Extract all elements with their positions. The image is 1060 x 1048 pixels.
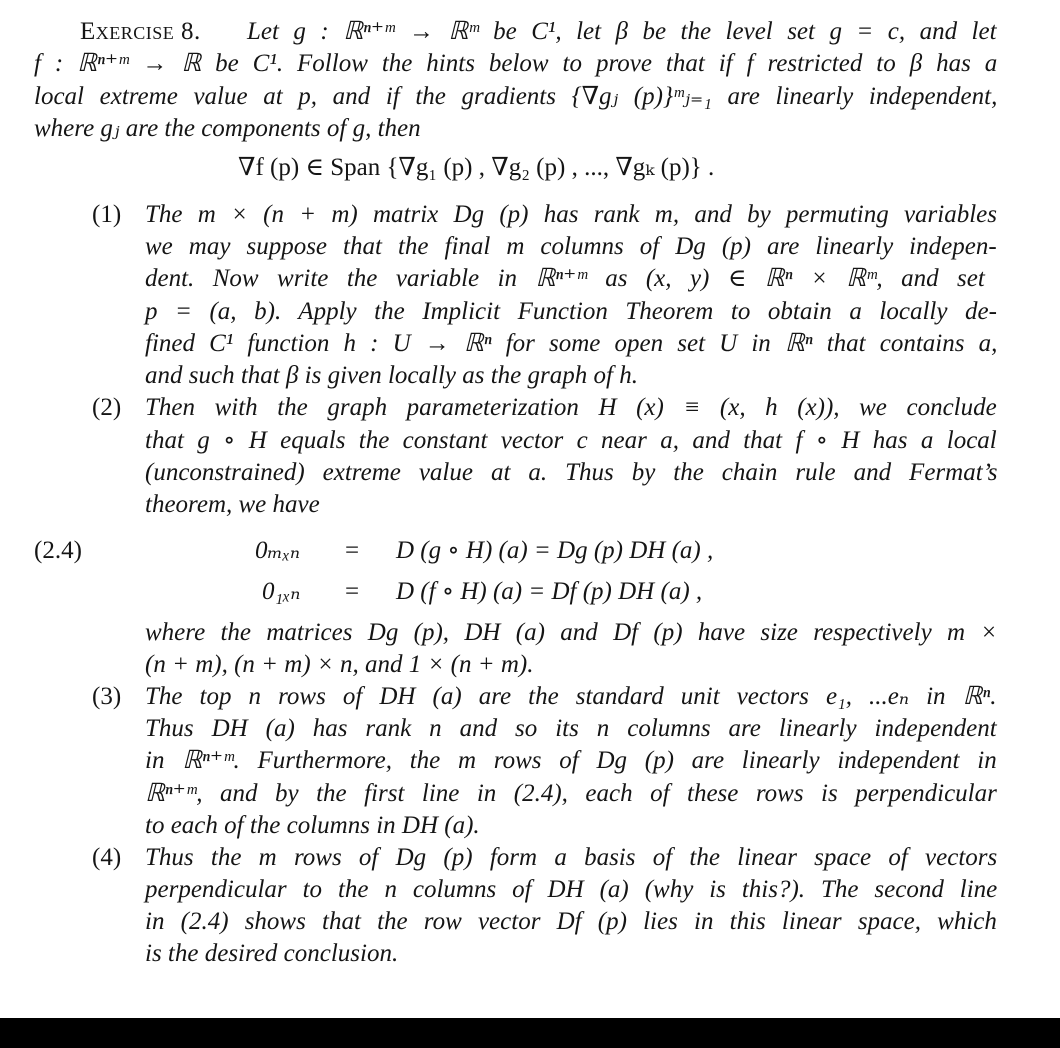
- step-line: The m × (n + m) matrix Dg (p) has rank m, and by permuting variables: [145, 201, 997, 228]
- step-line: Then with the graph parameterization H (x) ≡ (x, h (x)), we conclude: [145, 394, 997, 421]
- step-line: in ℝⁿ⁺ᵐ. Furthermore, the m rows of Dg (p) are linearly independent in: [145, 747, 997, 774]
- step-line: is the desired conclusion.: [145, 940, 399, 967]
- equation-relation: =: [345, 578, 360, 605]
- intro-line: local extreme value at p, and if the gradients {∇gⱼ (p)}ᵐⱼ₌₁ are linearly independent,: [34, 83, 998, 110]
- intro-line: Let g : ℝⁿ⁺ᵐ → ℝᵐ be C¹, let β be the level set g = c, and let: [247, 18, 997, 45]
- equation-rhs: D (f ∘ H) (a) = Df (p) DH (a) ,: [396, 578, 703, 605]
- equation-lhs: 0ₘₓₙ: [255, 537, 301, 564]
- step-line: p = (a, b). Apply the Implicit Function Theorem to obtain a locally de-: [145, 298, 997, 325]
- step-line: fined C¹ function h : U → ℝⁿ for some open set U in ℝⁿ that contains a,: [145, 330, 998, 357]
- intro-line: where gⱼ are the components of g, then: [34, 115, 421, 142]
- equation-rhs: D (g ∘ H) (a) = Dg (p) DH (a) ,: [396, 537, 714, 564]
- step-line: to each of the columns in DH (a).: [145, 812, 480, 839]
- step-line: theorem, we have: [145, 491, 320, 518]
- step-line: (unconstrained) extreme value at a. Thus by the chain rule and Fermat’s: [145, 459, 998, 486]
- step-number: (4): [92, 844, 122, 871]
- equation-relation: =: [345, 537, 360, 564]
- step-line: we may suppose that the final m columns of Dg (p) are linearly indepen-: [145, 233, 997, 260]
- step-line: perpendicular to the n columns of DH (a) (why is this?). The second line: [145, 876, 998, 903]
- step-line: and such that β is given locally as the graph of h.: [145, 362, 638, 389]
- step-line: dent. Now write the variable in ℝⁿ⁺ᵐ as (x, y) ∈ ℝⁿ × ℝᵐ, and set: [145, 265, 985, 292]
- step-number: (3): [92, 683, 122, 710]
- step-number: (1): [92, 201, 122, 228]
- step-number: (2): [92, 394, 122, 421]
- step-line: in (2.4) shows that the row vector Df (p) lies in this linear space, which: [145, 908, 997, 935]
- equation-tag: (2.4): [34, 537, 82, 564]
- exercise-heading: Exercise 8.: [80, 18, 201, 45]
- step-line: The top n rows of DH (a) are the standard unit vectors e₁, ...eₙ in ℝⁿ.: [145, 683, 997, 710]
- display-equation: ∇f (p) ∈ Span {∇g₁ (p) , ∇g₂ (p) , ..., ∇gₖ (p)} .: [238, 154, 715, 181]
- intro-line: f : ℝⁿ⁺ᵐ → ℝ be C¹. Follow the hints below to prove that if f restricted to β has a: [34, 50, 998, 77]
- step-line: Thus DH (a) has rank n and so its n columns are linearly independent: [145, 715, 997, 742]
- step-line: Thus the m rows of Dg (p) form a basis of the linear space of vectors: [145, 844, 998, 871]
- step-line: ℝⁿ⁺ᵐ, and by the first line in (2.4), each of these rows is perpendicular: [145, 780, 997, 807]
- equation-lhs: 0₁ₓₙ: [262, 578, 301, 605]
- body-line: where the matrices Dg (p), DH (a) and Df (p) have size respectively m ×: [145, 619, 998, 646]
- step-line: that g ∘ H equals the constant vector c near a, and that f ∘ H has a local: [145, 427, 997, 454]
- body-line: (n + m), (n + m) × n, and 1 × (n + m).: [145, 651, 534, 678]
